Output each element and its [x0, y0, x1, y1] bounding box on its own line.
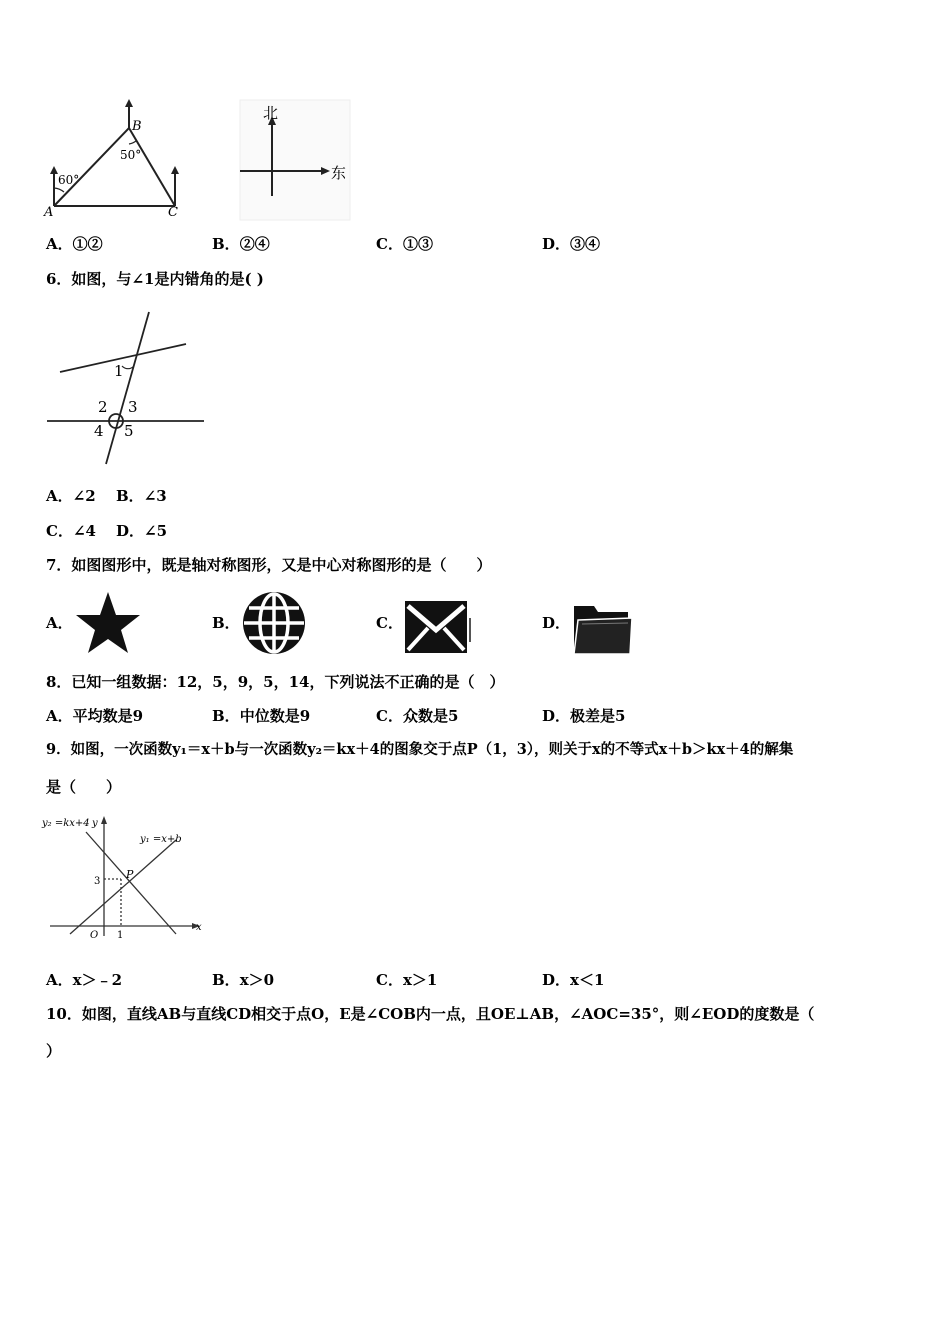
q10-stem-line1: 10．如图，直线AB与直线CD相交于点O，E是∠COB内一点，且OE⊥AB，∠AOC=35°，则∠EOD的度数是（ [46, 1005, 815, 1023]
q6-option-b[interactable]: B．∠3 [116, 487, 167, 505]
q5-option-d[interactable]: D．③④ [542, 235, 601, 253]
angle-label-5: 5 [124, 422, 134, 440]
q7-option-a[interactable]: A． [46, 614, 73, 632]
q9-option-b[interactable]: B．x＞0 [212, 971, 275, 989]
q7-option-d[interactable]: D． [542, 614, 571, 632]
star-icon [74, 588, 142, 656]
triangle-label-a: A [44, 205, 54, 220]
graph-x-axis-label: x [196, 922, 202, 933]
q8-option-b[interactable]: B．中位数是9 [212, 707, 311, 725]
triangle-angle-b: 50° [120, 148, 142, 162]
q9-stem-line2: 是（ ） [46, 778, 122, 796]
q5-option-b[interactable]: B．②④ [212, 235, 270, 253]
q10-stem-line2: ） [46, 1042, 62, 1060]
graph-p-label: P [126, 868, 134, 881]
q7-option-b[interactable]: B． [212, 614, 240, 632]
compass-east: 东 [331, 164, 347, 182]
graph-origin: O [90, 930, 99, 941]
graph-y2-label: y₂ =kx+4 [42, 818, 90, 829]
q8-stem: 8．已知一组数据：12，5，9，5，14，下列说法不正确的是（ ） [46, 673, 505, 691]
q6-figure [44, 308, 208, 470]
q9-graph [40, 812, 208, 946]
q9-option-a[interactable]: A．x＞﹣2 [46, 971, 123, 989]
q6-option-d[interactable]: D．∠5 [116, 522, 168, 540]
triangle-label-b: B [132, 119, 142, 134]
q8-option-d[interactable]: D．极差是5 [542, 707, 626, 725]
q5-triangle-figure [40, 98, 352, 222]
angle-label-1: 1 [114, 362, 124, 380]
q6-stem: 6．如图，与∠1是内错角的是( ) [46, 270, 264, 288]
q8-option-c[interactable]: C．众数是5 [376, 707, 459, 725]
q7-option-c[interactable]: C． [376, 614, 403, 632]
angle-label-4: 4 [94, 422, 104, 440]
triangle-angle-a: 60° [58, 173, 80, 187]
angle-label-3: 3 [128, 398, 138, 416]
globe-icon [240, 590, 308, 656]
q9-option-c[interactable]: C．x＞1 [376, 971, 438, 989]
graph-tick-3: 3 [94, 876, 101, 887]
triangle-label-c: C [168, 205, 178, 220]
q9-option-d[interactable]: D．x＜1 [542, 971, 605, 989]
q8-option-a[interactable]: A．平均数是9 [46, 707, 144, 725]
compass-north: 北 [263, 104, 279, 122]
graph-y-axis-label: y [92, 818, 98, 829]
envelope-icon [402, 598, 472, 656]
folder-icon [568, 596, 636, 658]
q6-option-a[interactable]: A．∠2 [46, 487, 96, 505]
graph-tick-1: 1 [117, 930, 124, 941]
q6-option-c[interactable]: C．∠4 [46, 522, 96, 540]
angle-label-2: 2 [98, 398, 108, 416]
q9-stem-line1: 9．如图，一次函数y₁＝x＋b与一次函数y₂＝kx＋4的图象交于点P（1，3），则关于x的不等式x＋b＞kx＋4的解集 [46, 741, 794, 758]
graph-y1-label: y₁ =x+b [140, 834, 182, 845]
q5-option-c[interactable]: C．①③ [376, 235, 433, 253]
q5-option-a[interactable]: A．①② [46, 235, 103, 253]
q7-stem: 7．如图图形中，既是轴对称图形，又是中心对称图形的是（ ） [46, 556, 492, 574]
